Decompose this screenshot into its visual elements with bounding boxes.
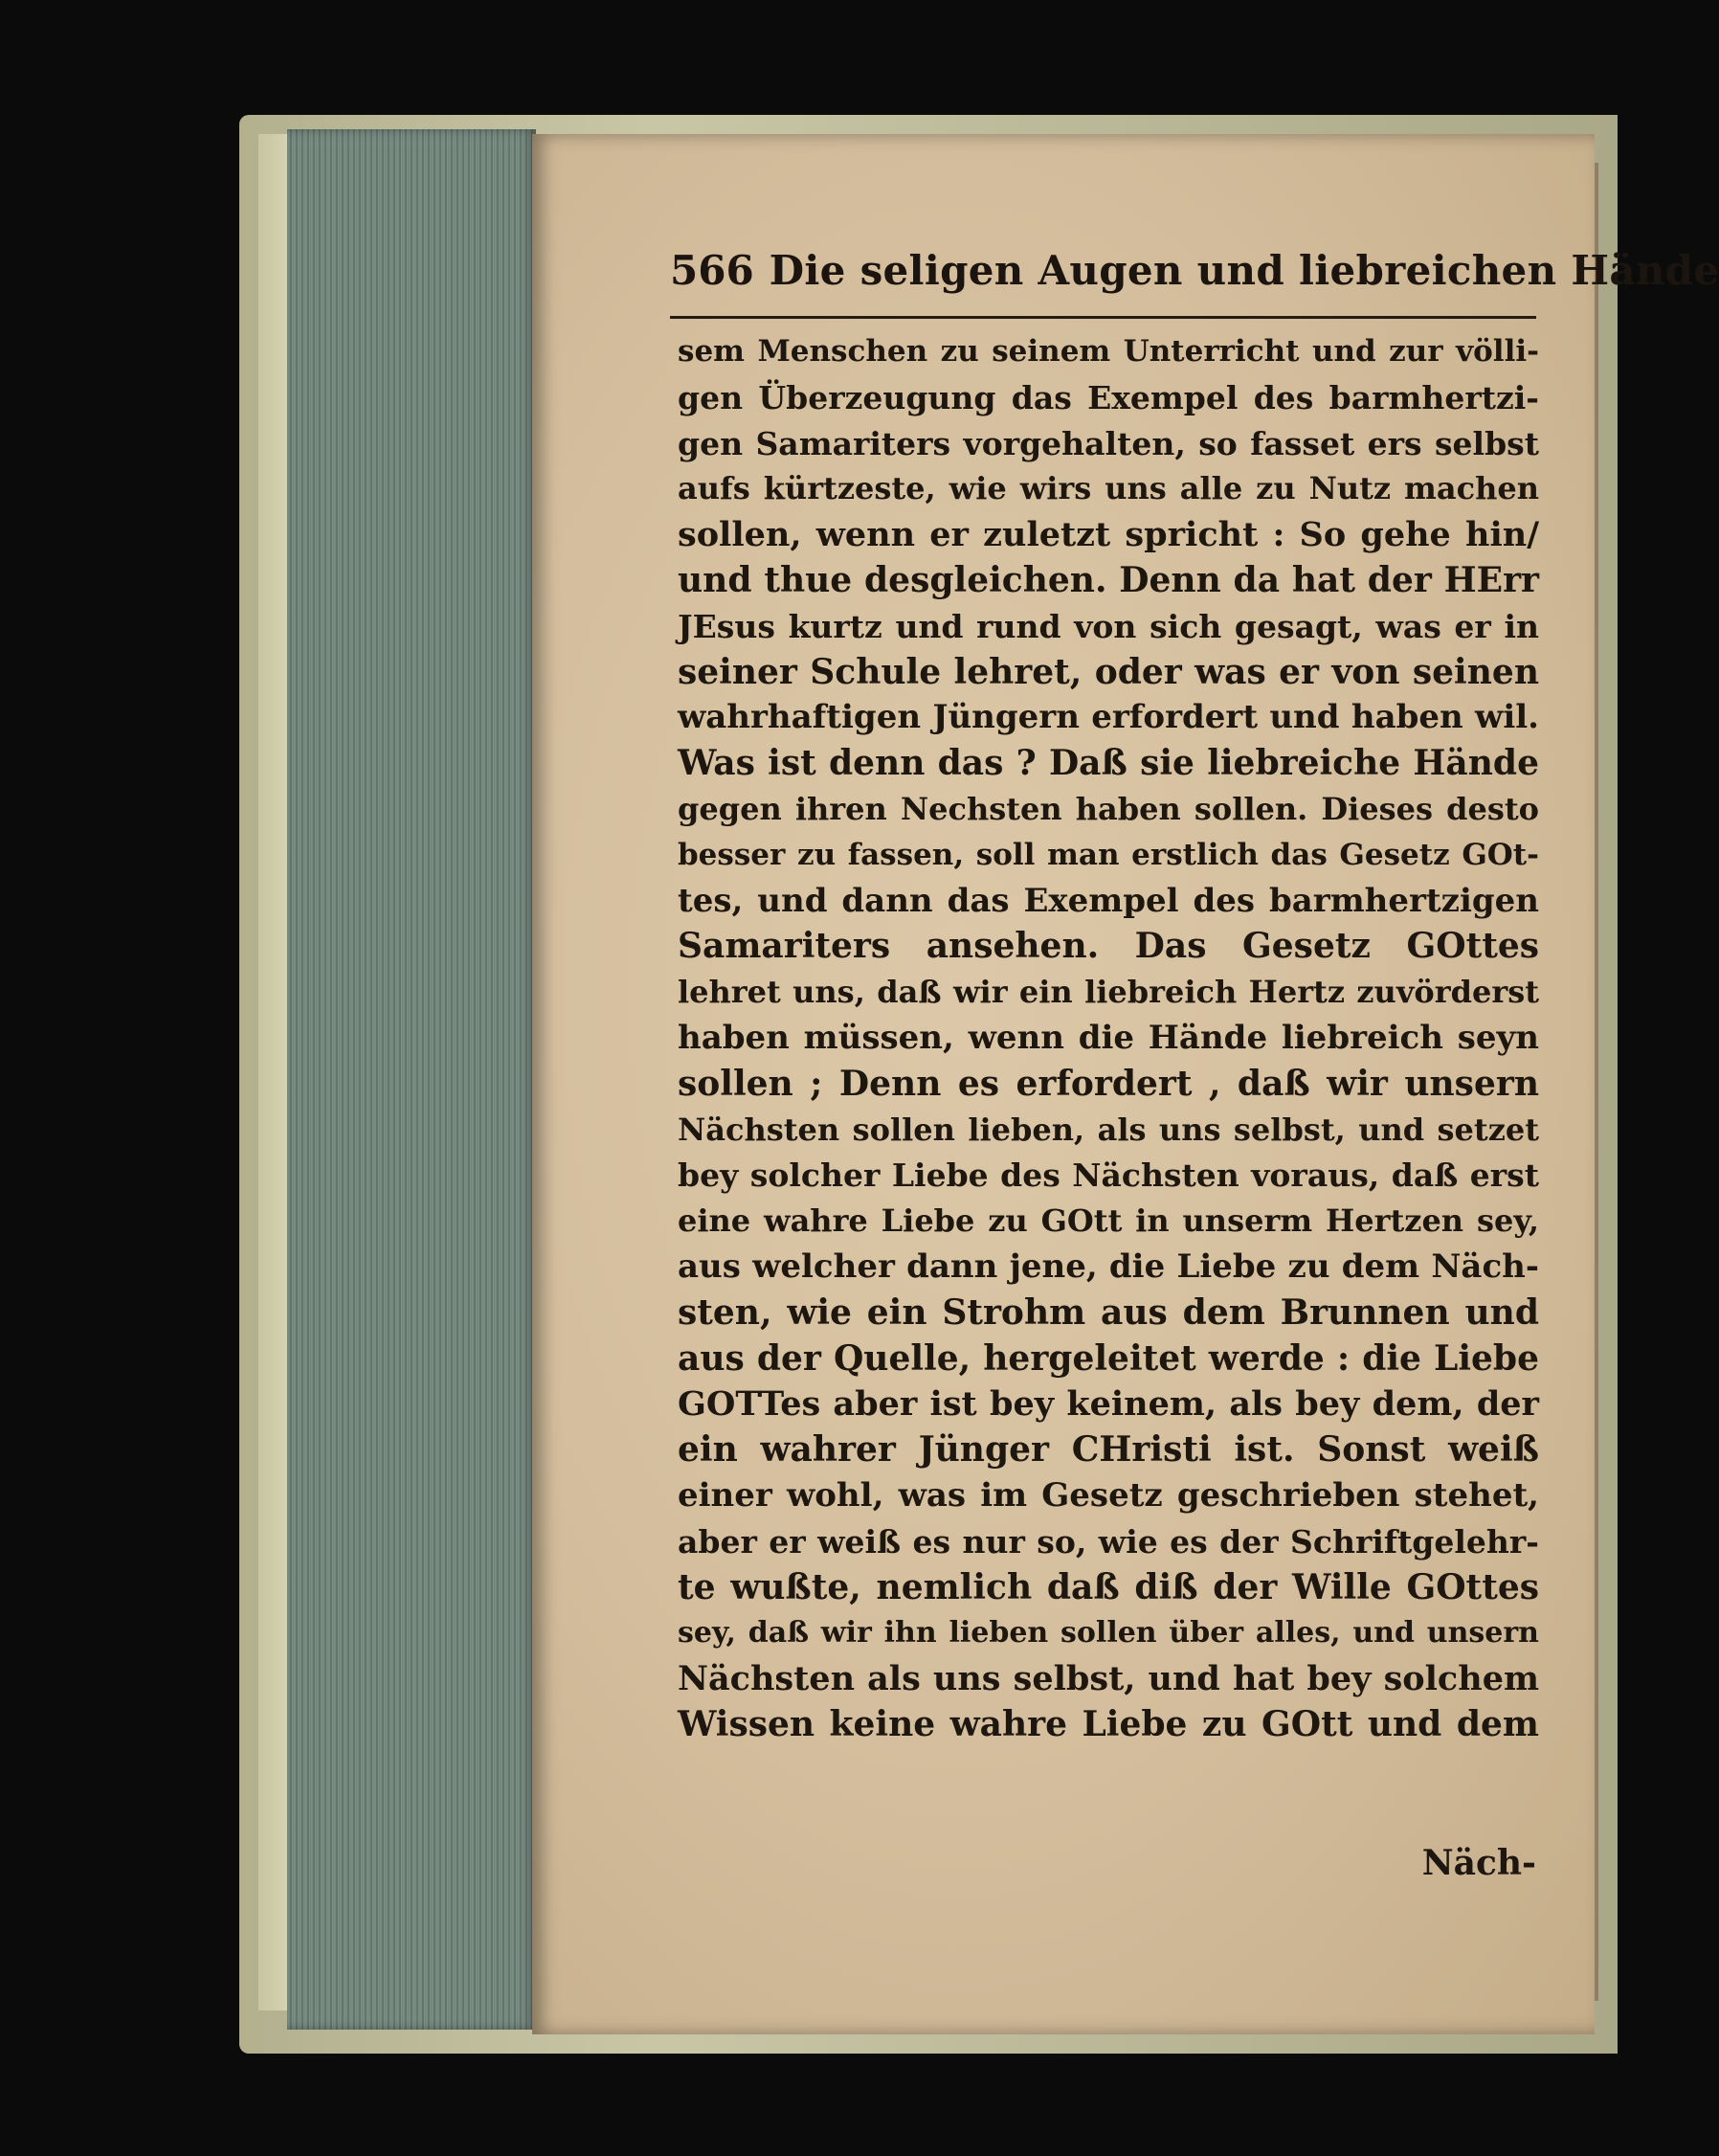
text-line: eine wahre Liebe zu GOtt in unserm Hertzen sey,	[678, 1202, 1539, 1240]
text-line: sem Menschen zu seinem Unterricht und zur völli-	[678, 334, 1539, 369]
text-line: te wußte, nemlich daß diß der Wille GOttes	[678, 1566, 1539, 1607]
page-edges	[287, 129, 536, 2030]
text-line: Wissen keine wahre Liebe zu GOtt und dem	[678, 1703, 1539, 1744]
page-number: 566	[670, 247, 754, 294]
text-line: Nächsten sollen lieben, als uns selbst, und setzet	[678, 1111, 1539, 1148]
text-line: ein wahrer Jünger CHristi ist. Sonst weiß	[678, 1429, 1539, 1471]
text-line: sey, daß wir ihn lieben sollen über alles, und unsern	[678, 1616, 1539, 1651]
text-line: aber er weiß es nur so, wie es der Schriftgelehr-	[678, 1522, 1539, 1561]
text-line: aus welcher dann jene, die Liebe zu dem Näch-	[678, 1246, 1539, 1286]
text-line: gegen ihren Nechsten haben sollen. Dieses desto	[678, 790, 1539, 827]
text-line: lehret uns, daß wir ein liebreich Hertz zuvörderst	[678, 974, 1539, 1011]
header-rule	[670, 316, 1536, 319]
text-line: sollen ; Denn es erfordert , daß wir unsern	[678, 1063, 1539, 1104]
text-line: Was ist denn das ? Daß sie liebreiche Hände	[678, 743, 1539, 784]
text-line: Nächsten als uns selbst, und hat bey solchem	[678, 1659, 1539, 1699]
text-line: JEsus kurtz und rund von sich gesagt, was er in	[678, 607, 1539, 645]
page-header	[670, 247, 1719, 306]
text-line: sten, wie ein Strohm aus dem Brunnen und	[678, 1291, 1539, 1333]
text-line: besser zu fassen, soll man erstlich das Gesetz GOt-	[678, 837, 1539, 872]
text-line: haben müssen, wenn die Hände liebreich seyn	[678, 1018, 1539, 1057]
running-title: Die seligen Augen und liebreichen Hände	[769, 247, 1719, 294]
catchword: Näch-	[1421, 1843, 1536, 1883]
text-line: aus der Quelle, hergeleitet werde : die Liebe	[678, 1337, 1539, 1379]
text-line: gen Überzeugung das Exempel des barmhertzi-	[678, 378, 1539, 416]
text-line: Samariters ansehen. Das Gesetz GOttes	[678, 926, 1539, 967]
text-line: GOTTes aber ist bey keinem, als bey dem, der	[678, 1384, 1539, 1425]
body-text	[678, 329, 1539, 1748]
text-line: gen Samariters vorgehalten, so fasset ers selbst	[678, 424, 1539, 462]
text-line: tes, und dann das Exempel des barmhertzigen	[678, 881, 1539, 920]
text-line: und thue desgleichen. Denn da hat der HErr	[678, 559, 1539, 600]
text-line: einer wohl, was im Gesetz geschrieben stehet,	[678, 1475, 1539, 1515]
text-line: seiner Schule lehret, oder was er von seinen	[678, 651, 1539, 692]
text-line: bey solcher Liebe des Nächsten voraus, daß erst	[678, 1157, 1539, 1195]
text-line: aufs kürtzeste, wie wirs uns alle zu Nutz machen	[678, 470, 1539, 507]
text-line: sollen, wenn er zuletzt spricht : So gehe hin/	[678, 515, 1539, 555]
text-line: wahrhaftigen Jüngern erfordert und haben wil.	[678, 698, 1539, 737]
